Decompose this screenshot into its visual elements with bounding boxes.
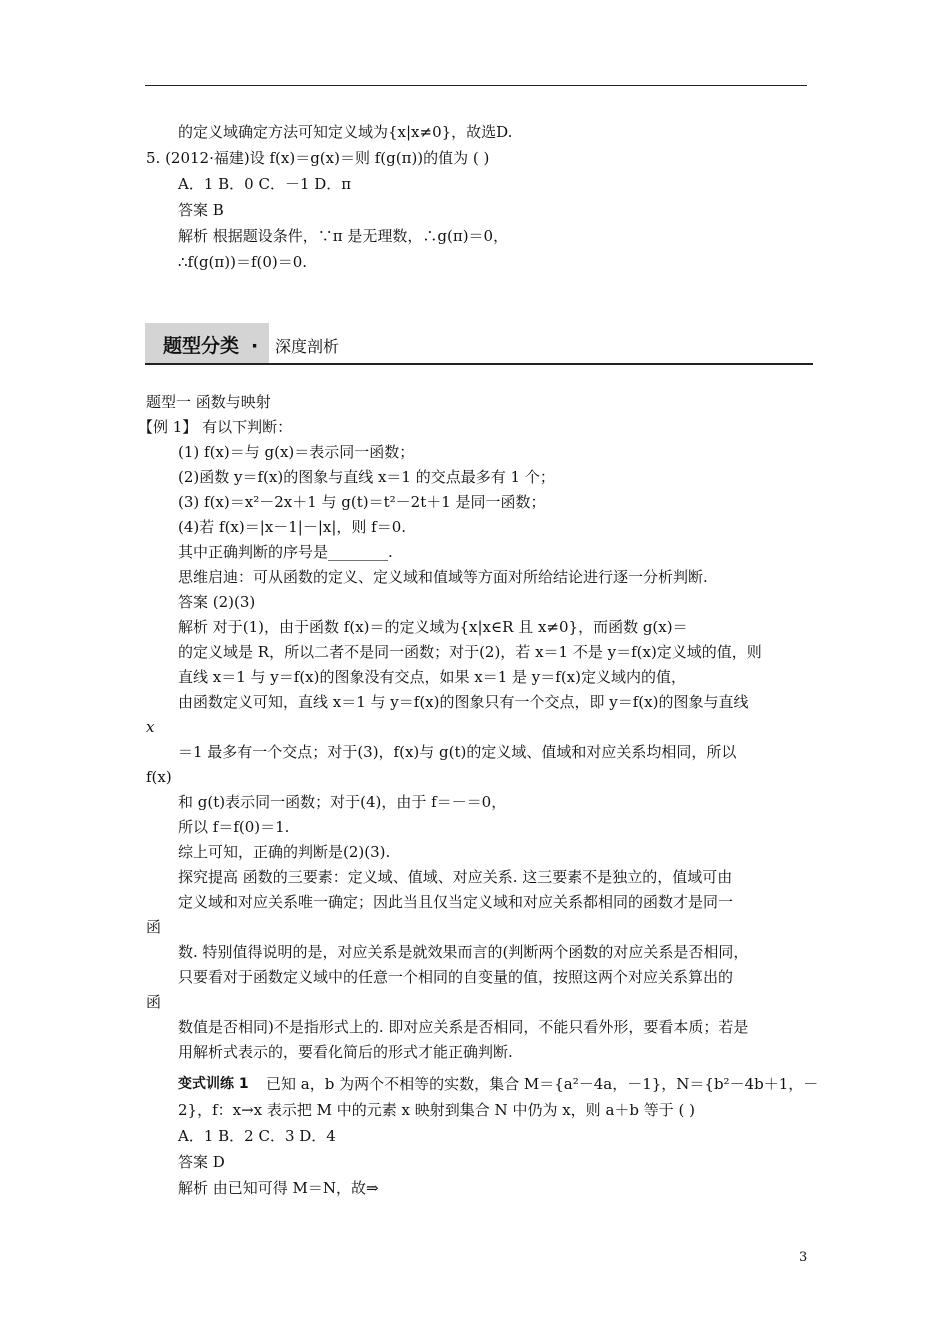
text-line: 直线 x＝1 与 y＝f(x)的图象没有交点，如果 x＝1 是 y＝f(x)定义域内的值， xyxy=(178,668,686,686)
text-line: 和 g(t)表示同一函数；对于(4)，由于 f＝－＝0， xyxy=(178,793,507,811)
question-5: 5. (2012·福建)设 f(x)＝g(x)＝则 f(g(π))的值为 ( ) xyxy=(146,149,490,167)
judgment-4: (4)若 f(x)＝|x－1|－|x|，则 f＝0. xyxy=(178,518,407,536)
text-line: x xyxy=(146,718,155,736)
text-line: 用解析式表示的，要看化简后的形式才能正确判断. xyxy=(178,1043,513,1061)
answer-line: 答案 (2)(3) xyxy=(178,593,256,611)
text-line: ＝1 最多有一个交点；对于(3)，f(x)与 g(t)的定义域、值域和对应关系均相同，所以 xyxy=(178,743,737,761)
judgment-1: (1) f(x)＝与 g(x)＝表示同一函数； xyxy=(178,443,415,461)
text-line: ∴f(g(π))＝f(0)＝0. xyxy=(178,253,308,271)
page-number: 3 xyxy=(799,1250,808,1265)
topic-heading: 题型一 函数与映射 xyxy=(146,393,271,411)
answer-line: 答案 B xyxy=(178,201,224,219)
judgment-2: (2)函数 y＝f(x)的图象与直线 x＝1 的交点最多有 1 个； xyxy=(178,468,555,486)
text-line: 由函数定义可知，直线 x＝1 与 y＝f(x)的图象只有一个交点，即 y＝f(x)的图象与直线 xyxy=(178,693,749,711)
text-line: 定义域和对应关系唯一确定；因此当且仅当定义域和对应关系都相同的函数才是同一 xyxy=(178,893,734,911)
text-line: 其中正确判断的序号是________. xyxy=(178,543,393,561)
question-5-options: A．1 B．0 C．－1 D．π xyxy=(178,175,352,193)
exercise-options: A．1 B．2 C．3 D．4 xyxy=(178,1127,336,1145)
answer-line: 答案 D xyxy=(178,1153,225,1171)
text-line: f(x) xyxy=(146,768,172,786)
text-line: 的定义域确定方法可知定义域为{x|x≠0}，故选D. xyxy=(178,123,513,141)
analysis-line: 解析 对于(1)，由于函数 f(x)＝的定义域为{x|x∈R 且 x≠0}，而函数 g(x)＝ xyxy=(178,618,688,636)
text-line: 函 xyxy=(146,918,162,936)
section-header-rule xyxy=(145,363,813,365)
exercise-text: 已知 a，b 为两个不相等的实数，集合 M＝{a²－4a，－1}，N＝{b²－4b＋1，－ xyxy=(266,1075,819,1093)
header-rule xyxy=(145,85,807,86)
text-line: 数值是否相同)不是指形式上的. 即对应关系是否相同，不能只看外形，要看本质；若是 xyxy=(178,1018,749,1036)
section-dot: · xyxy=(251,335,259,357)
example-heading: 【例 1】 有以下判断： xyxy=(138,418,293,436)
text-line: 2}，f：x→x 表示把 M 中的元素 x 映射到集合 N 中仍为 x，则 a＋b 等于 ( ) xyxy=(178,1101,695,1119)
section-title: 题型分类 xyxy=(163,335,240,357)
section-subtitle: 深度剖析 xyxy=(275,337,340,356)
text-line: 所以 f＝f(0)＝1. xyxy=(178,818,290,836)
hint-line: 思维启迪：可从函数的定义、定义域和值域等方面对所给结论进行逐一分析判断. xyxy=(178,568,708,586)
text-line: 的定义域是 R，所以二者不是同一函数；对于(2)，若 x＝1 不是 y＝f(x)定义域的值，则 xyxy=(178,643,762,661)
exercise-label: 变式训练 1 xyxy=(178,1076,249,1092)
judgment-3: (3) f(x)＝x²－2x＋1 与 g(t)＝t²－2t＋1 是同一函数； xyxy=(178,493,546,511)
insight-line: 探究提高 函数的三要素：定义域、值域、对应关系. 这三要素不是独立的，值域可由 xyxy=(178,868,733,886)
text-line: 只要看对于函数定义域中的任意一个相同的自变量的值，按照这两个对应关系算出的 xyxy=(178,968,734,986)
text-line: 综上可知，正确的判断是(2)(3). xyxy=(178,843,391,861)
text-line: 函 xyxy=(146,993,162,1011)
analysis-line: 解析 根据题设条件，∵π 是无理数，∴g(π)＝0， xyxy=(178,227,509,245)
analysis-line: 解析 由已知可得 M＝N，故⇒ xyxy=(178,1179,379,1197)
section-header xyxy=(145,323,813,365)
text-line: 数. 特别值得说明的是，对应关系是就效果而言的(判断两个函数的对应关系是否相同， xyxy=(178,943,749,961)
